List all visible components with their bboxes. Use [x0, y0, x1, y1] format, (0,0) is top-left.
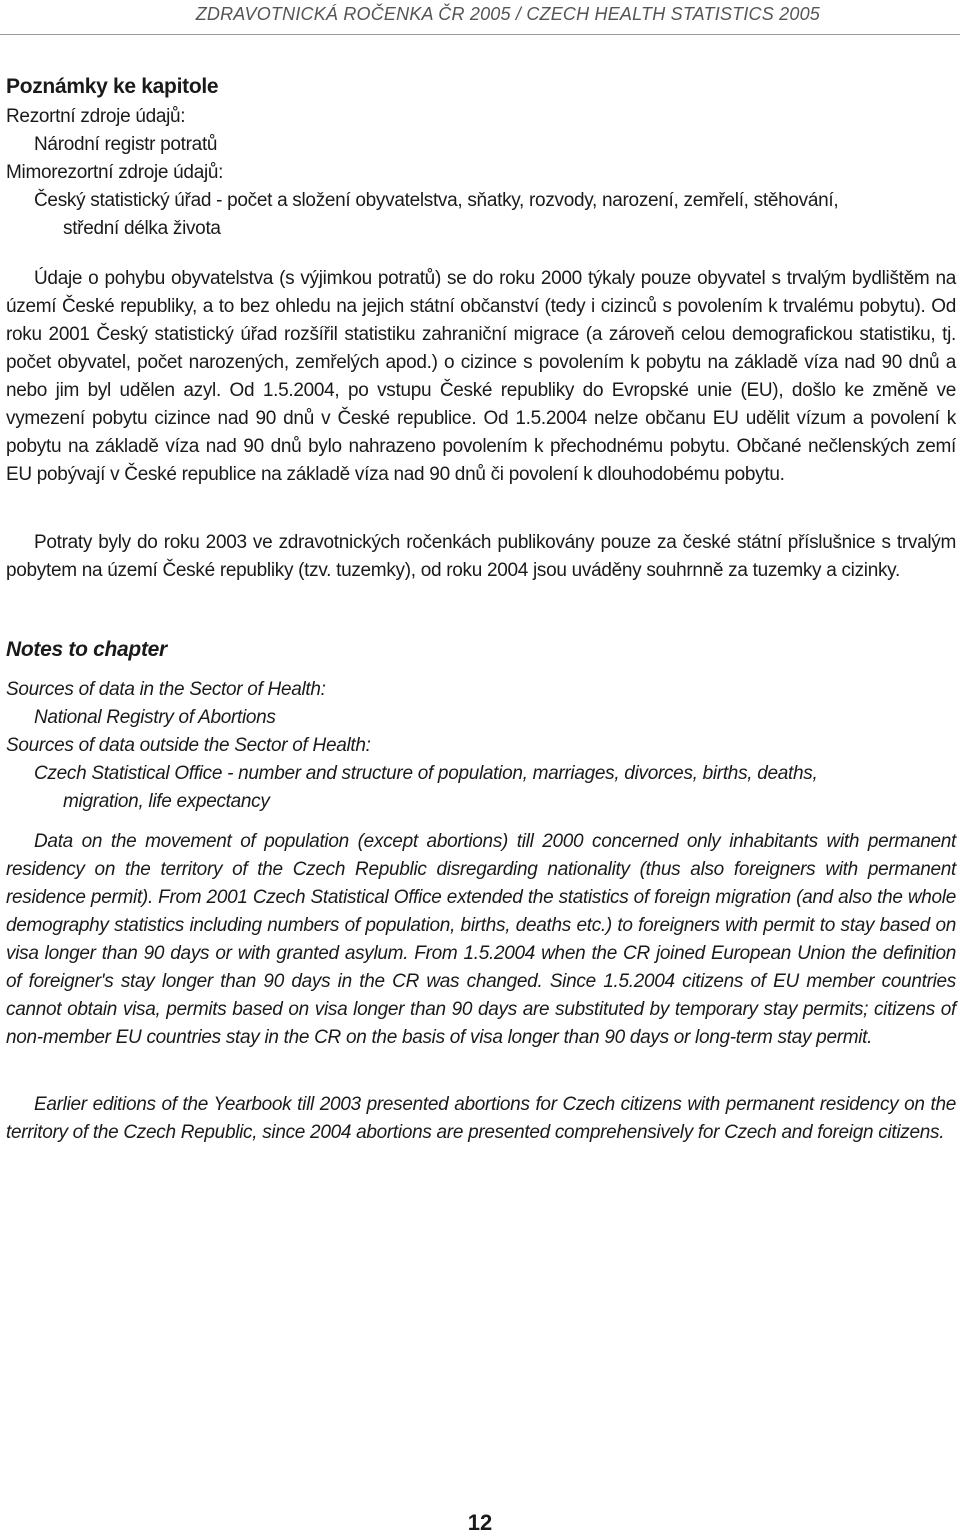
en-sources-other-label: Sources of data outside the Sector of Health:	[6, 735, 371, 756]
cz-section-heading: Poznámky ke kapitole	[6, 75, 219, 98]
en-paragraph-abortions: Earlier editions of the Yearbook till 2003 presented abortions for Czech citizens with permanent residency on the territory of the Czech Republic, since 2004 abortions are presented comprehensively for Czech and foreign citizens.	[6, 1094, 956, 1143]
cz-sources-other-item: Český statistický úřad - počet a složení obyvatelstva, sňatky, rozvody, narození, zemřelí, stěhování,	[34, 190, 839, 211]
en-sources-health-item: National Registry of Abortions	[34, 707, 276, 728]
en-notes-section	[6, 636, 956, 816]
en-sources-other-item: Czech Statistical Office - number and structure of population, marriages, divorces, births, deaths,	[34, 763, 818, 784]
en-sources-health-label: Sources of data in the Sector of Health:	[6, 679, 326, 700]
cz-sources-health-item: Národní registr potratů	[34, 134, 218, 155]
cz-paragraph-population: Údaje o pohybu obyvatelstva (s výjimkou potratů) se do roku 2000 týkaly pouze obyvatel s trvalým bydlištěm na území České republiky, a to bez ohledu na jejich státní občanství (tedy i cizinců s povolením k trvalému pobytu). Od roku 2001 Český statistický úřad rozšířil statistiku zahraniční migrace (a zároveň celou demografickou statistiku, tj. počet obyvatel, počet narozených, zemřelých apod.) o cizince s povolením k pobytu na základě víza nad 90 dnů a nebo jim byl udělen azyl. Od 1.5.2004, po vstupu České republiky do Evropské unie (EU), došlo ke změně ve vymezení pobytu cizince nad 90 dnů v České republice. Od 1.5.2004 nelze občanu EU udělit vízum a povolení k pobytu na základě víza nad 90 dnů bylo nahrazeno povolením k přechodnému pobytu. Občané nečlenských zemí EU pobývají v České republice na základě víza nad 90 dnů či povolení k dlouhodobému pobytu.	[6, 268, 956, 485]
cz-sources-other-label: Mimorezortní zdroje údajů:	[6, 162, 224, 183]
page-header	[0, 0, 960, 32]
cz-sources-health-label: Rezortní zdroje údajů:	[6, 106, 186, 127]
cz-paragraph-abortions: Potraty byly do roku 2003 ve zdravotnických ročenkách publikovány pouze za české státní příslušnice s trvalým pobytem na území České republiky (tzv. tuzemky), od roku 2004 jsou uváděny souhrnně za tuzemky a cizinky.	[6, 532, 956, 581]
en-paragraph-population: Data on the movement of population (except abortions) till 2000 concerned only inhabitants with permanent residency on the territory of the Czech Republic disregarding nationality (thus also foreigners with permanent residence permit). From 2001 Czech Statistical Office extended the statistics of foreign migration (and also the whole demography statistics including numbers of population, births, deaths etc.) to foreigners with permit to stay based on visa longer than 90 days or with granted asylum. From 1.5.2004 when the CR joined European Union the definition of foreigner's stay longer than 90 days in the CR was changed. Since 1.5.2004 citizens of EU member countries cannot obtain visa, permits based on visa longer than 90 days are substituted by temporary stay permits; citizens of non-member EU countries stay in the CR on the basis of visa longer than 90 days or long-term stay permit.	[6, 831, 956, 1048]
cz-sources-other-item-cont: střední délka života	[63, 218, 221, 239]
running-header-title: ZDRAVOTNICKÁ ROČENKA ČR 2005 / CZECH HEALTH STATISTICS 2005	[195, 4, 820, 24]
en-sources-other-item-cont: migration, life expectancy	[63, 791, 270, 812]
cz-notes-section	[6, 73, 956, 243]
page-number: 12	[467, 1510, 493, 1535]
header-divider	[0, 34, 960, 35]
en-section-heading: Notes to chapter	[6, 638, 167, 661]
